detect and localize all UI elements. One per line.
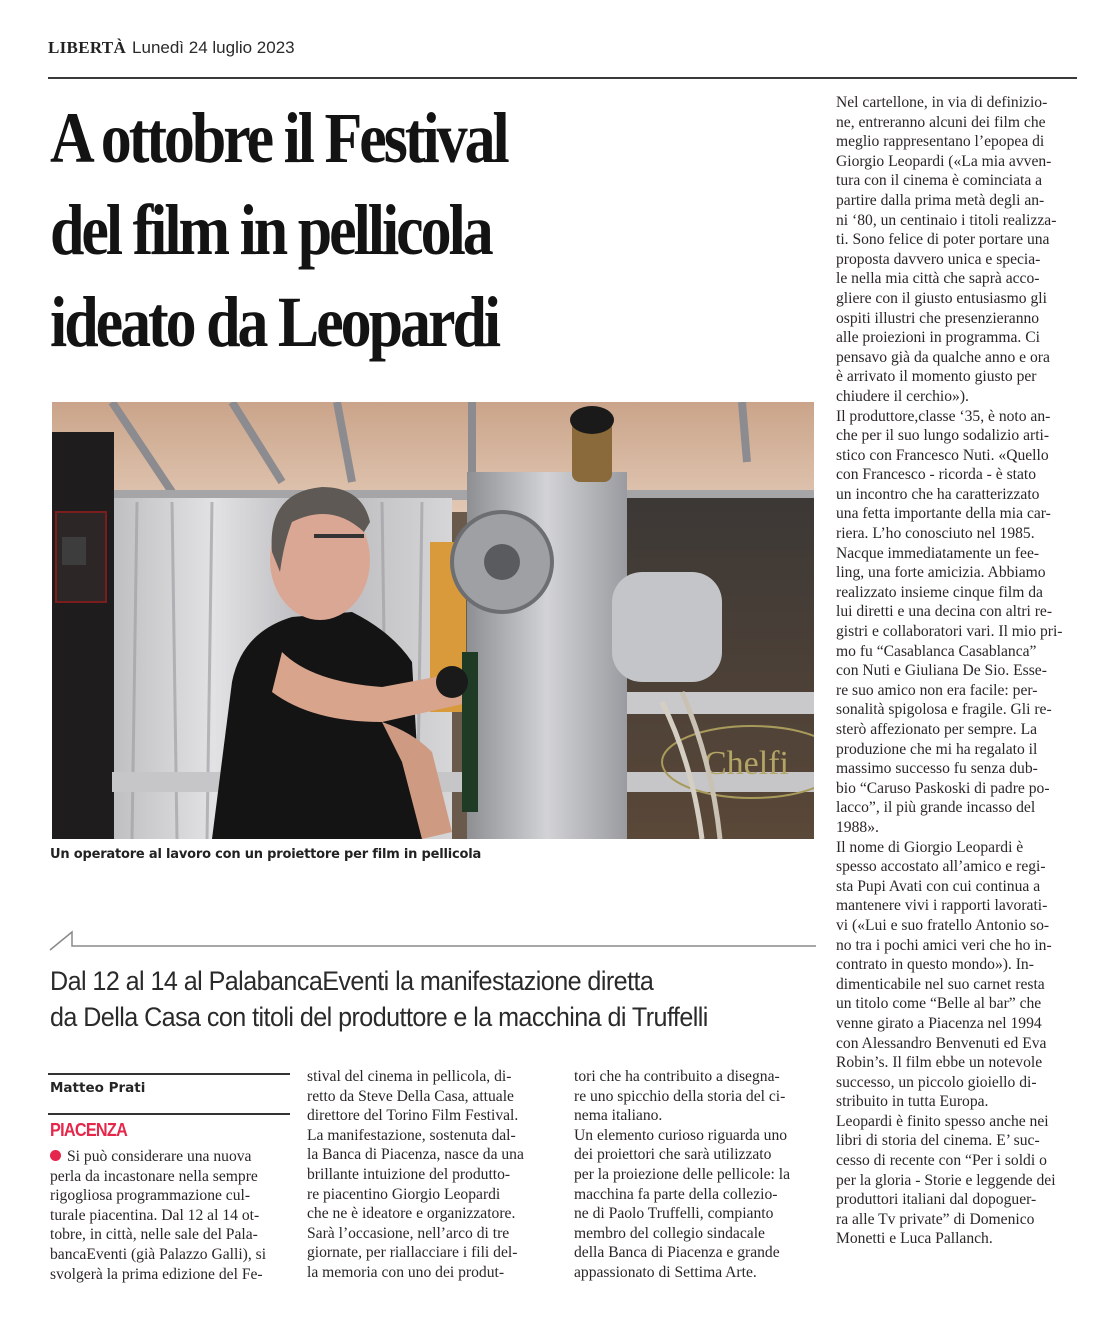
text-line: realizzato insieme cinque film da xyxy=(836,583,1043,601)
text-line: tori che ha contribuito a disegna- xyxy=(574,1068,780,1085)
text-line: 1988». xyxy=(836,818,879,836)
masthead xyxy=(48,38,295,58)
text-line: membro del collegio sindacale xyxy=(574,1224,765,1242)
text-line: re suo amico non era facile: per- xyxy=(836,681,1038,699)
text-line: gistri e collaboratori vari. Il mio pri- xyxy=(836,623,1063,641)
article-column-1 xyxy=(50,1147,290,1284)
text-line: Nel cartellone, in via di definizio- xyxy=(836,94,1048,111)
text-line: tura con il cinema è cominciata a xyxy=(836,172,1043,190)
article-subheadline xyxy=(50,963,766,1035)
article-column-3 xyxy=(574,1067,814,1283)
text-line: turale piacentina. Dal 12 al 14 ot- xyxy=(50,1206,260,1224)
text-line: bancaEventi (già Palazzo Galli), si xyxy=(50,1245,267,1263)
text-line: è arrivato il momento giusto per xyxy=(836,368,1037,386)
text-line: svolgerà la prima edizione del Fe- xyxy=(50,1265,263,1283)
headline-line: A ottobre il Festival xyxy=(50,98,507,178)
subheadline-line: da Della Casa con titoli del produttore e la macchina di Truffelli xyxy=(50,1002,708,1032)
text-line: sterò affezionato per sempre. La xyxy=(836,721,1038,738)
text-line: massimo successo fu senza dub- xyxy=(836,760,1038,778)
dateline-location: PIACENZA xyxy=(50,1120,128,1140)
background-sign-text: Chelfi xyxy=(704,745,789,782)
masthead-rule xyxy=(48,77,1077,79)
text-line: tobre, in città, nelle sale del Pala- xyxy=(50,1226,258,1244)
photo-caption: Un operatore al lavoro con un proiettore per film in pellicola xyxy=(50,847,482,862)
text-line: ti. Sono felice di poter portare una xyxy=(836,231,1050,249)
text-line: ospiti illustri che presenzieranno xyxy=(836,309,1040,327)
article-column-right xyxy=(836,93,1080,1249)
text-line: vi («Lui e suo fratello Antonio so- xyxy=(836,916,1050,934)
text-line: per la gloria - Storie e leggende dei xyxy=(836,1171,1056,1189)
headline-line: del film in pellicola xyxy=(50,190,491,270)
text-line: Leopardi è finito spesso anche nei xyxy=(836,1112,1049,1130)
text-line: Robin’s. Il film ebbe un notevole xyxy=(836,1054,1043,1072)
text-line: perla da incastonare nella sempre xyxy=(50,1167,258,1185)
text-line: successo, un piccolo gioiello di- xyxy=(836,1073,1037,1091)
text-line: mo fu “Casablanca Casablanca” xyxy=(836,642,1037,660)
text-line: le nella mia città che saprà acco- xyxy=(836,270,1040,288)
text-line: meglio rappresentano l’epopea di xyxy=(836,133,1045,151)
text-line: la Banca di Piacenza, nasce da una xyxy=(307,1146,524,1164)
text-line: Monetti e Luca Pallanch. xyxy=(836,1230,993,1248)
text-line: cesso di recente con “Per i soldi o xyxy=(836,1152,1047,1170)
text-line: ni ‘80, un centinaio i titoli realizza- xyxy=(836,211,1057,229)
publication-name: LIBERTÀ xyxy=(48,38,127,57)
text-line: alle proiezioni in programma. Ci xyxy=(836,329,1040,347)
author-name: Matteo Prati xyxy=(50,1080,146,1096)
text-line: che ne è ideatore e organizzatore. xyxy=(307,1205,516,1223)
text-line: la memoria con uno dei produt- xyxy=(307,1263,505,1281)
text-line: ne, entreranno alcuni dei film che xyxy=(836,113,1046,131)
text-line: della Banca di Piacenza e grande xyxy=(574,1244,780,1262)
text-line: no tra i pochi amici veri che ho in- xyxy=(836,936,1052,954)
text-line: giornate, per riallacciare i fili del- xyxy=(307,1244,518,1262)
text-line: riera. L’ho conosciuto nel 1985. xyxy=(836,525,1035,543)
text-line: chiudere il cerchio»). xyxy=(836,387,969,405)
text-line: un incontro che ha caratterizzato xyxy=(836,485,1040,503)
text-line: lui diretti e una decina con altri re- xyxy=(836,603,1053,621)
text-line: La manifestazione, sostenuta dal- xyxy=(307,1126,516,1144)
text-line: per la proiezione delle pellicole: la xyxy=(574,1165,791,1183)
text-line: re uno spicchio della storia del ci- xyxy=(574,1087,786,1105)
text-line: stico con Francesco Nuti. «Quello xyxy=(836,446,1049,464)
text-line: dimenticabile nel suo carnet resta xyxy=(836,975,1045,993)
text-line: Si può considerare una nuova xyxy=(50,1147,290,1167)
text-line: stribuito in tutta Europa. xyxy=(836,1093,989,1111)
text-line: appassionato di Settima Arte. xyxy=(574,1263,757,1281)
text-line: pensavo già da qualche anno e ora xyxy=(836,348,1050,366)
text-line: retto da Steve Della Casa, attuale xyxy=(307,1087,514,1105)
projector-operator-image xyxy=(52,402,814,839)
text-line: venne girato a Piacenza nel 1994 xyxy=(836,1014,1042,1032)
text-line: gliere con il giusto entusiasmo gli xyxy=(836,289,1047,307)
text-line: stival del cinema in pellicola, di- xyxy=(307,1068,512,1085)
byline-rule xyxy=(48,1113,290,1115)
text-line: spesso accostato all’amico e regi- xyxy=(836,858,1046,876)
headline-line: ideato da Leopardi xyxy=(50,282,499,362)
article-headline xyxy=(50,92,712,368)
text-line: ling, una forte amicizia. Abbiamo xyxy=(836,564,1046,582)
text-line: lacco”, il più grande incasso del xyxy=(836,799,1036,817)
text-line: con Nuti e Giuliana De Sio. Esse- xyxy=(836,662,1047,680)
text-line: ra alle Tv private” di Domenico xyxy=(836,1210,1035,1228)
text-line: con Francesco - ricorda - è stato xyxy=(836,466,1037,484)
text-line: ne di Paolo Truffelli, compianto xyxy=(574,1205,774,1223)
text-line: produttori italiani dal dopoguer- xyxy=(836,1191,1037,1209)
article-photo xyxy=(52,402,814,839)
text-line: con Alessandro Benvenuti ed Eva xyxy=(836,1034,1047,1052)
text-line: sonalità spigolosa e fragile. Gli re- xyxy=(836,701,1052,719)
text-line: Il produttore,classe ‘35, è noto an- xyxy=(836,407,1051,425)
text-line: contrato in questo mondo»). In- xyxy=(836,956,1034,974)
text-line: libri di storia del cinema. E’ suc- xyxy=(836,1132,1040,1150)
text-line: mantenere vivi i rapporti lavorati- xyxy=(836,897,1048,915)
text-line: Giorgio Leopardi («La mia avven- xyxy=(836,152,1052,170)
text-line: Sarà l’occasione, nell’arco di tre xyxy=(307,1224,510,1242)
text-line: partire dalla prima metà degli an- xyxy=(836,191,1045,209)
text-line: dei proiettori che sarà utilizzato xyxy=(574,1146,772,1164)
byline-rule xyxy=(48,1073,290,1075)
text-line: Nacque immediatamente un fee- xyxy=(836,544,1040,562)
text-line: Un elemento curioso riguarda uno xyxy=(574,1126,788,1144)
section-divider xyxy=(48,925,818,955)
text-line: re piacentino Giorgio Leopardi xyxy=(307,1185,501,1203)
article-column-2 xyxy=(307,1067,557,1283)
text-line: sta Pupi Avati con cui continua a xyxy=(836,877,1041,895)
subheadline-line: Dal 12 al 14 al PalabancaEventi la manifestazione diretta xyxy=(50,966,654,996)
bullet-dot-icon xyxy=(50,1150,61,1161)
text-line: direttore del Torino Film Festival. xyxy=(307,1107,519,1125)
text-line: brillante intuizione del produtto- xyxy=(307,1165,511,1183)
text-line: una fetta importante della mia car- xyxy=(836,505,1051,523)
text-line: nema italiano. xyxy=(574,1107,663,1125)
text-line: un titolo come “Belle al bar” che xyxy=(836,995,1042,1013)
text-line: macchina fa parte della collezio- xyxy=(574,1185,778,1203)
text-line: rigogliosa programmazione cul- xyxy=(50,1187,251,1205)
text-line: produzione che mi ha regalato il xyxy=(836,740,1038,758)
text-line: bio “Caruso Paskoski di padre po- xyxy=(836,779,1050,797)
text-line: proposta davvero unica e specia- xyxy=(836,250,1041,268)
text-line: che per il suo lungo sodalizio arti- xyxy=(836,427,1050,445)
issue-date: Lunedì 24 luglio 2023 xyxy=(132,38,295,57)
text-line: Il nome di Giorgio Leopardi è xyxy=(836,838,1024,856)
